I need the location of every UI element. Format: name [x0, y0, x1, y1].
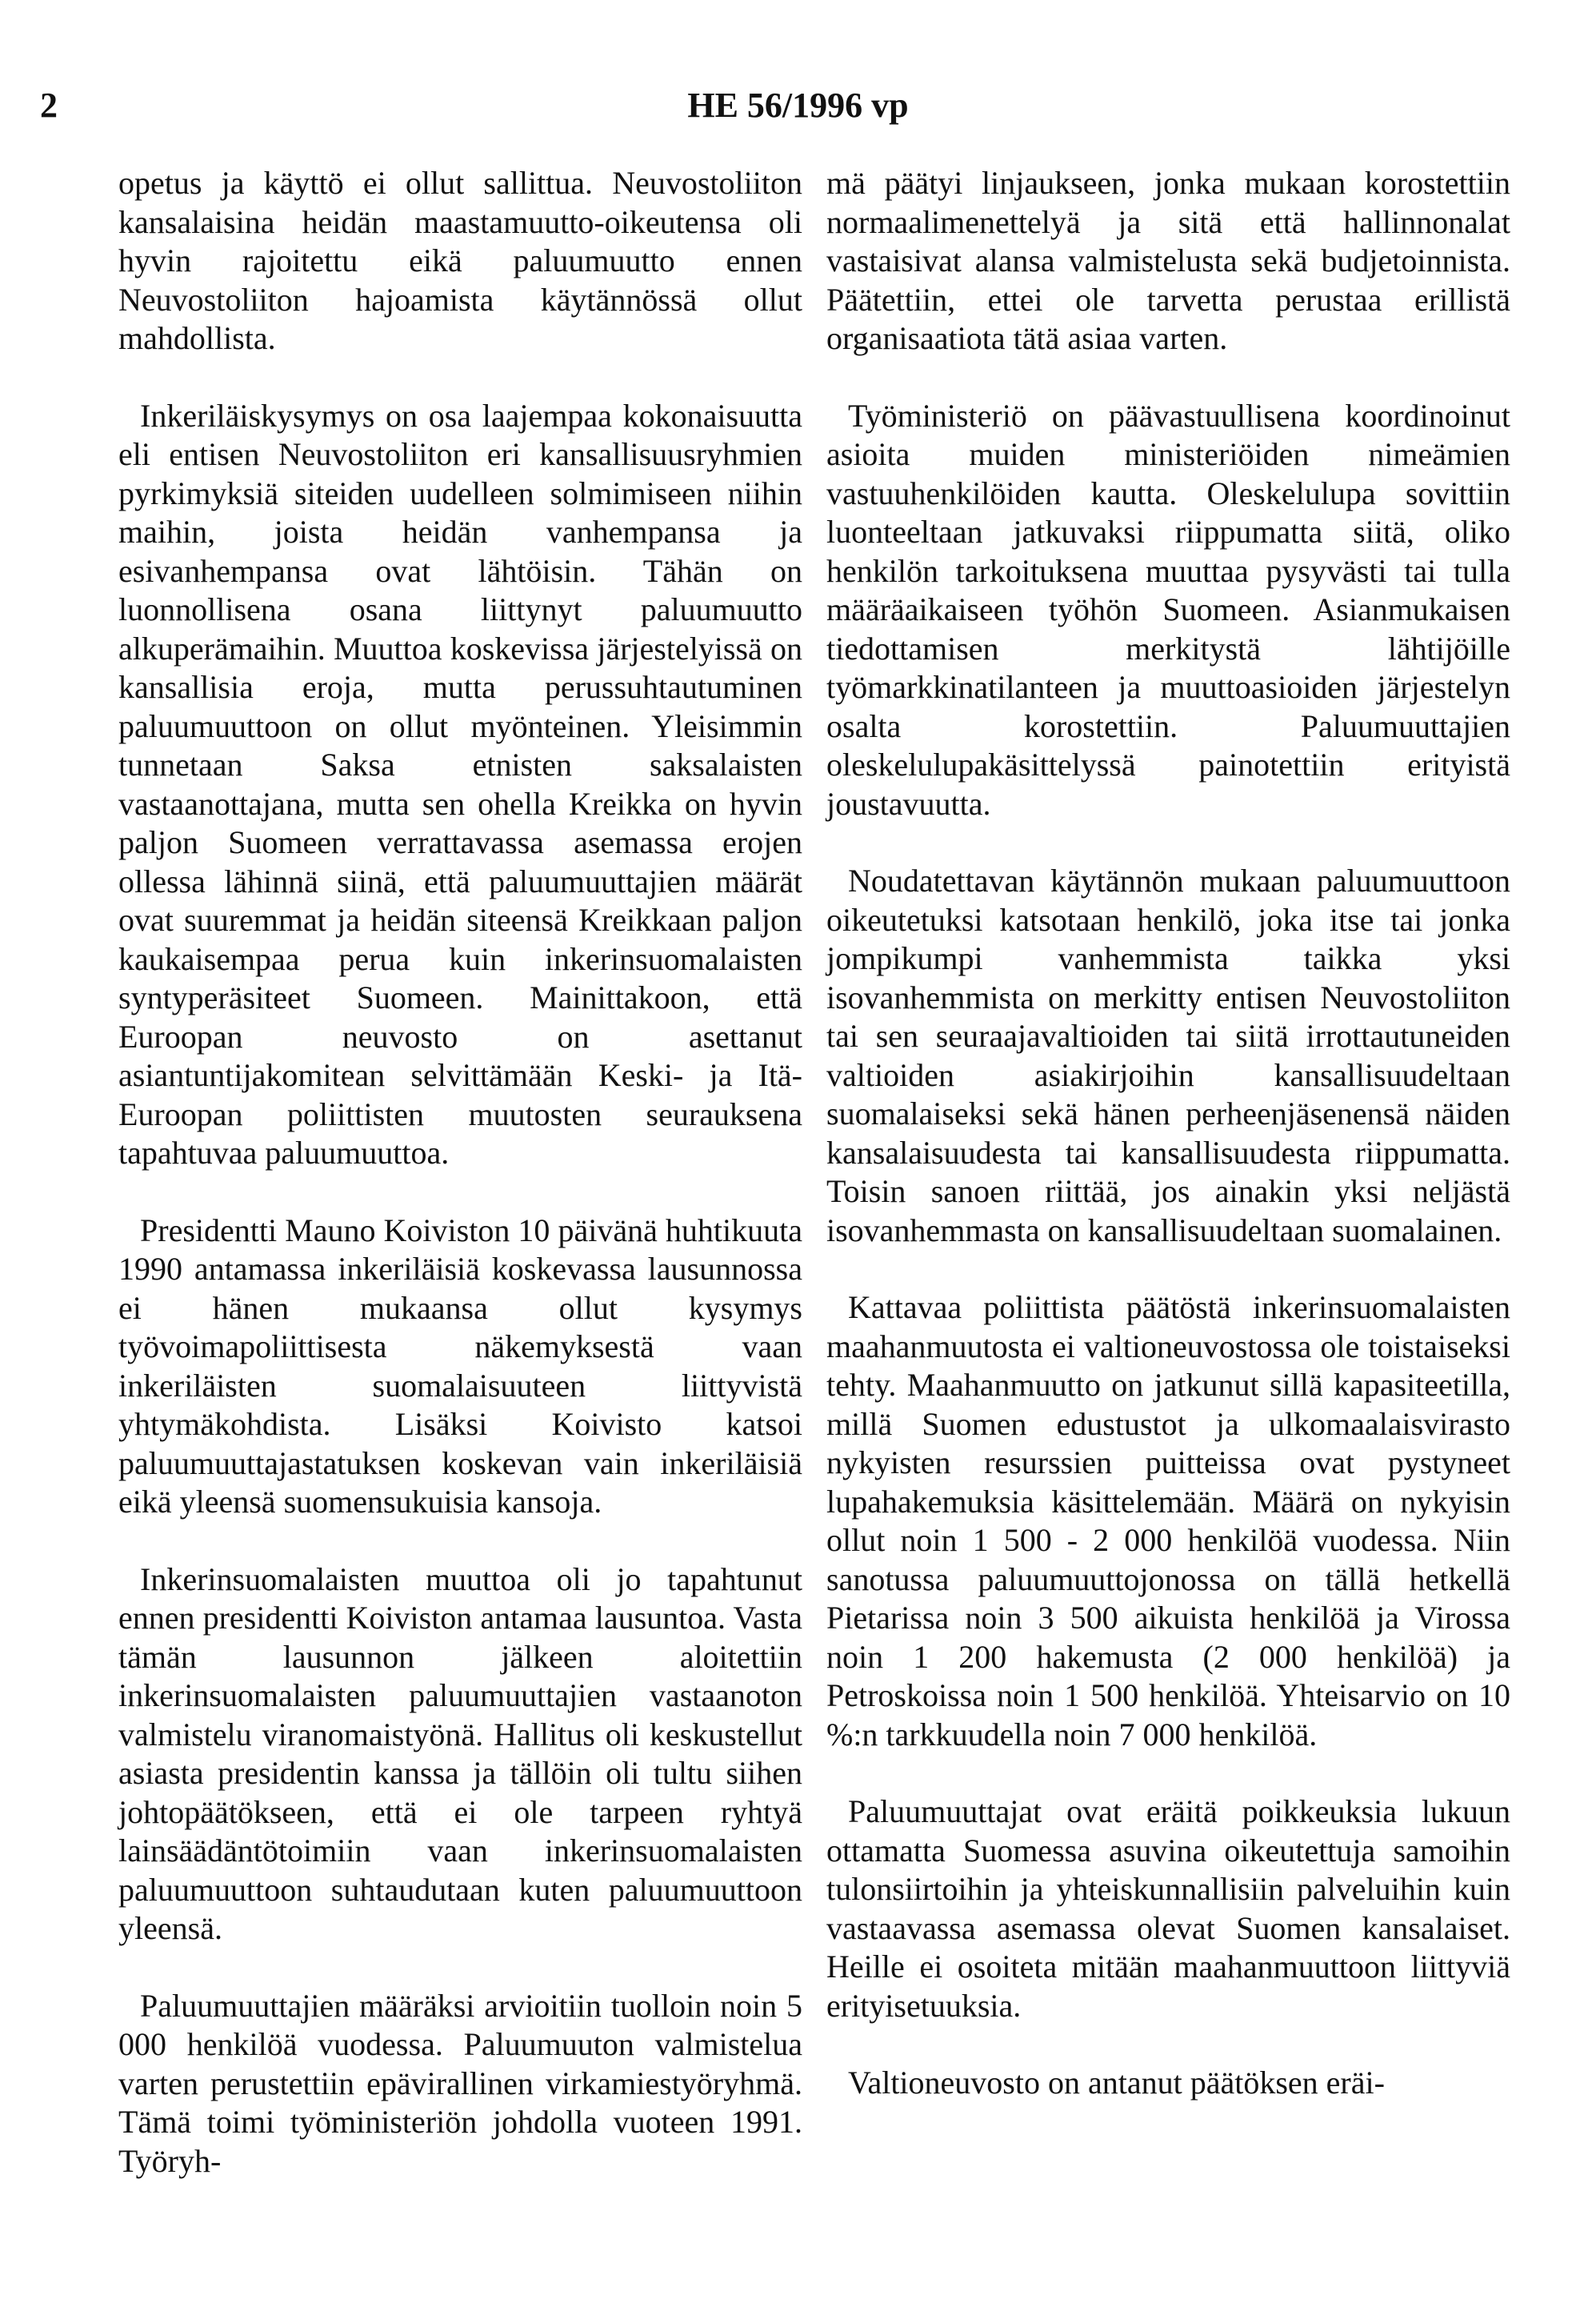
paragraph: mä päätyi linjaukseen, jonka mukaan korostettiin normaalimenettelyä ja sitä että hallinnonalat vastaisivat alansa valmistelusta sekä budjetoinnista. Päätettiin, ettei ole tarvetta perustaa erillistä organisaatiota tätä asiaa varten.: [826, 165, 1510, 356]
paragraph: Inkerinsuomalaisten muuttoa oli jo tapahtunut ennen presidentti Koiviston antamaa lausuntoa. Vasta tämän lausunnon jälkeen aloitettiin inkerinsuomalaisten paluumuuttajien vastaanoton valmistelu viranomaistyönä. Hallitus oli keskustellut asiasta presidentin kanssa ja tällöin oli tultu siihen johtopäätökseen, että ei ole tarpeen ryhtyä lainsäädäntötoimiin vaan inkerinsuomalaisten paluumuuttoon suhtaudutaan kuten paluumuuttoon yleensä.: [118, 1560, 802, 1946]
paragraph: Paluumuuttajat ovat eräitä poikkeuksia lukuun ottamatta Suomessa asuvina oikeutettuja samoihin tulonsiirtoihin ja yhteiskunnallisiin palveluihin kuin vastaavassa asemassa olevat Suomen kansalaiset. Heille ei osoiteta mitään maahanmuuttoon liittyviä erityisetuuksia.: [826, 1793, 1510, 2024]
paragraph: Työministeriö on päävastuullisena koordinoinut asioita muiden ministeriöiden nimeämien vastuuhenkilöiden kautta. Oleskelulupa sovittiin luonteeltaan jatkuvaksi riippumatta siitä, oliko henkilön tarkoituksena muuttaa pysyvästi tai tulla määräaikaiseen työhön Suomeen. Asianmukaisen tiedottamisen merkitystä lähtijöille työmarkkinatilanteen ja muuttoasioiden järjestelyn osalta korostettiin. Paluumuuttajien oleskelulupakäsittelyssä painotettiin erityistä joustavuutta.: [826, 397, 1510, 822]
page-number: 2: [40, 86, 58, 125]
paragraph: Kattavaa poliittista päätöstä inkerinsuomalaisten maahanmuutosta ei valtioneuvostossa ole toistaiseksi tehty. Maahanmuutto on jatkunut sillä kapasiteetilla, millä Suomen edustustot ja ulkomaalaisvirasto nykyisten resurssien puitteissa ovat pystyneet lupahakemuksia käsittelemään. Määrä on nykyisin ollut noin 1 500 - 2 000 henkilöä vuodessa. Niin sanotussa paluumuuttojonossa on tällä hetkellä Pietarissa noin 3 500 aikuista henkilöä ja Virossa noin 1 200 hakemusta (2 000 henkilöä) ja Petroskoissa noin 1 500 henkilöä. Yhteisarvio on 10 %:n tarkkuudella noin 7 000 henkilöä.: [826, 1289, 1510, 1752]
left-column: [118, 164, 802, 2181]
document-id: HE 56/1996 vp: [687, 86, 909, 125]
paragraph: Presidentti Mauno Koiviston 10 päivänä huhtikuuta 1990 antamassa inkeriläisiä koskevassa lausunnossa ei hänen mukaansa ollut kysymys työvoimapoliittisesta näkemyksestä vaan inkeriläisten suomalaisuuteen liittyvistä yhtymäkohdista. Lisäksi Koivisto katsoi paluumuuttajastatuksen koskevan vain inkeriläisiä eikä yleensä suomensukuisia kansoja.: [118, 1212, 802, 1520]
paragraph: Inkeriläiskysymys on osa laajempaa kokonaisuutta eli entisen Neuvostoliiton eri kansallisuusryhmien pyrkimyksiä siteiden uudelleen solmimiseen niihin maihin, joista heidän vanhempansa ja esivanhempansa ovat lähtöisin. Tähän on luonnollisena osana liittynyt paluumuutto alkuperämaihin. Muuttoa koskevissa järjestelyissä on kansallisia eroja, mutta perussuhtautuminen paluumuuttoon on ollut myönteinen. Yleisimmin tunnetaan Saksa etnisten saksalaisten vastaanottajana, mutta sen ohella Kreikka on hyvin paljon Suomeen verrattavassa asemassa erojen ollessa lähinnä siinä, että paluumuuttajien määrät ovat suuremmat ja heidän siteensä Kreikkaan paljon kaukaisempaa perua kuin inkerinsuomalaisten syntyperäsiteet Suomeen. Mainittakoon, että Euroopan neuvosto on asettanut asiantuntijakomitean selvittämään Keski- ja Itä-Euroopan poliittisten muutosten seurauksena tapahtuvaa paluumuuttoa.: [118, 397, 802, 1171]
paragraph: opetus ja käyttö ei ollut sallittua. Neuvostoliiton kansalaisina heidän maastamuutto-oikeutensa oli hyvin rajoitettu eikä paluumuutto ennen Neuvostoliiton hajoamista käytännössä ollut mahdollista.: [118, 165, 802, 356]
paragraph: Noudatettavan käytännön mukaan paluumuuttoon oikeutetuksi katsotaan henkilö, joka itse tai jonka jompikumpi vanhemmista taikka yksi isovanhemmista on merkitty entisen Neuvostoliiton tai sen seuraajavaltioiden tai siitä irrottautuneiden valtioiden asiakirjoihin kansallisuudeltaan suomalaiseksi sekä hänen perheenjäsenensä näiden kansalaisuudesta tai kansallisuudesta riippumatta. Toisin sanoen riittää, jos ainakin yksi neljästä isovanhemmasta on kansallisuudeltaan suomalainen.: [826, 863, 1510, 1248]
paragraph: Valtioneuvosto on antanut päätöksen eräi-: [848, 2065, 1385, 2101]
paragraph: Paluumuuttajien määräksi arvioitiin tuolloin noin 5 000 henkilöä vuodessa. Paluumuuton valmistelua varten perustettiin epävirallinen virkamiestyöryhmä. Tämä toimi työministeriön johdolla vuoteen 1991. Työryh-: [118, 1987, 802, 2179]
right-column: [826, 164, 1510, 2103]
